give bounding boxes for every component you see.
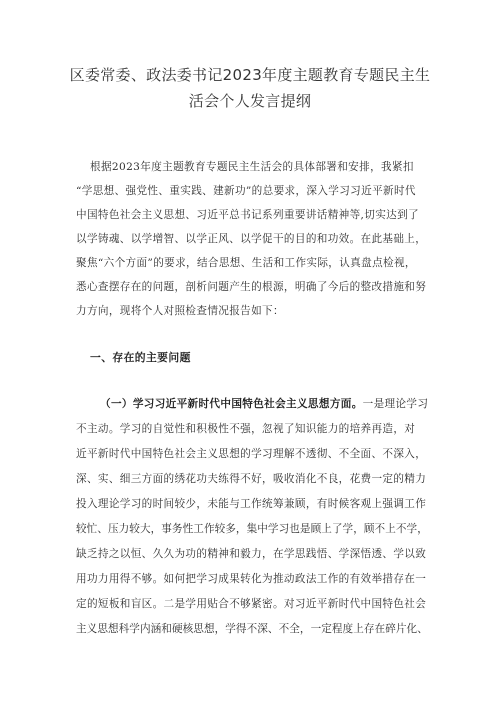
body-paragraph-line: 深、实、细三方面的绣花功夫练得不好，吸收消化不良，花费一定的精力 xyxy=(76,473,427,485)
body-paragraph-line: 缺乏持之以恒、久久为功的精神和毅力，在学思践悟、学深悟透、学以致 xyxy=(76,548,427,560)
body-paragraph-line: 较忙、压力较大，事务性工作较多，集中学习也是顾上了学，顾不上不学， xyxy=(76,523,428,535)
intro-paragraph-line: “学思想、强党性、重实践、建新功”的总要求，深入学习习近平新时代 xyxy=(76,185,416,197)
intro-paragraph-line: 聚焦“六个方面”的要求，结合思想、生活和工作实际，认真盘点检视， xyxy=(76,257,416,269)
body-paragraph-line: 主义思想科学内涵和硬核思想，学得不深、不全，一定程度上存在碎片化、 xyxy=(76,623,428,635)
body-paragraph-line: 用功力用得不够。如何把学习成果转化为推动政法工作的有效举措存在一 xyxy=(76,573,427,585)
intro-paragraph-line: 悉心查摆存在的问题，剖析问题产生的根源，明确了今后的整改措施和努 xyxy=(76,281,427,293)
document-title-line-2: 活会个人发言提纲 xyxy=(188,92,312,110)
intro-paragraph-line: 中国特色社会主义思想、习近平总书记系列重要讲话精神等,切实达到了 xyxy=(76,209,419,221)
subsection-heading: （一）学习习近平新时代中国特色社会主义思想方面。 xyxy=(100,398,363,410)
section-heading: 一、存在的主要问题 xyxy=(90,351,191,364)
subsection-first-line xyxy=(100,397,428,411)
document-title-line-1: 区委常委、政法委书记2023年度主题教育专题民主生 xyxy=(69,66,431,84)
intro-paragraph-line: 力方向，现将个人对照检查情况报告如下： xyxy=(76,305,284,317)
intro-paragraph-line: 根据2023年度主题教育专题民主生活会的具体部署和安排，我紧扣 xyxy=(90,161,414,173)
intro-paragraph-line: 以学铸魂、以学增智、以学正风、以学促干的目的和功效。在此基础上， xyxy=(76,233,427,245)
body-paragraph-line: 投入理论学习的时间较少，未能与工作统筹兼顾，有时候客观上强调工作 xyxy=(76,498,427,510)
body-paragraph-line: 近平新时代中国特色社会主义思想的学习理解不透彻、不全面、不深入， xyxy=(76,448,427,460)
body-paragraph-line: 定的短板和盲区。二是学用贴合不够紧密。对习近平新时代中国特色社会 xyxy=(76,598,427,610)
subsection-first-line-text: 一是理论学习 xyxy=(362,398,429,410)
body-paragraph-line: 不主动。学习的自觉性和积极性不强，忽视了知识能力的培养再造，对 xyxy=(76,423,416,435)
